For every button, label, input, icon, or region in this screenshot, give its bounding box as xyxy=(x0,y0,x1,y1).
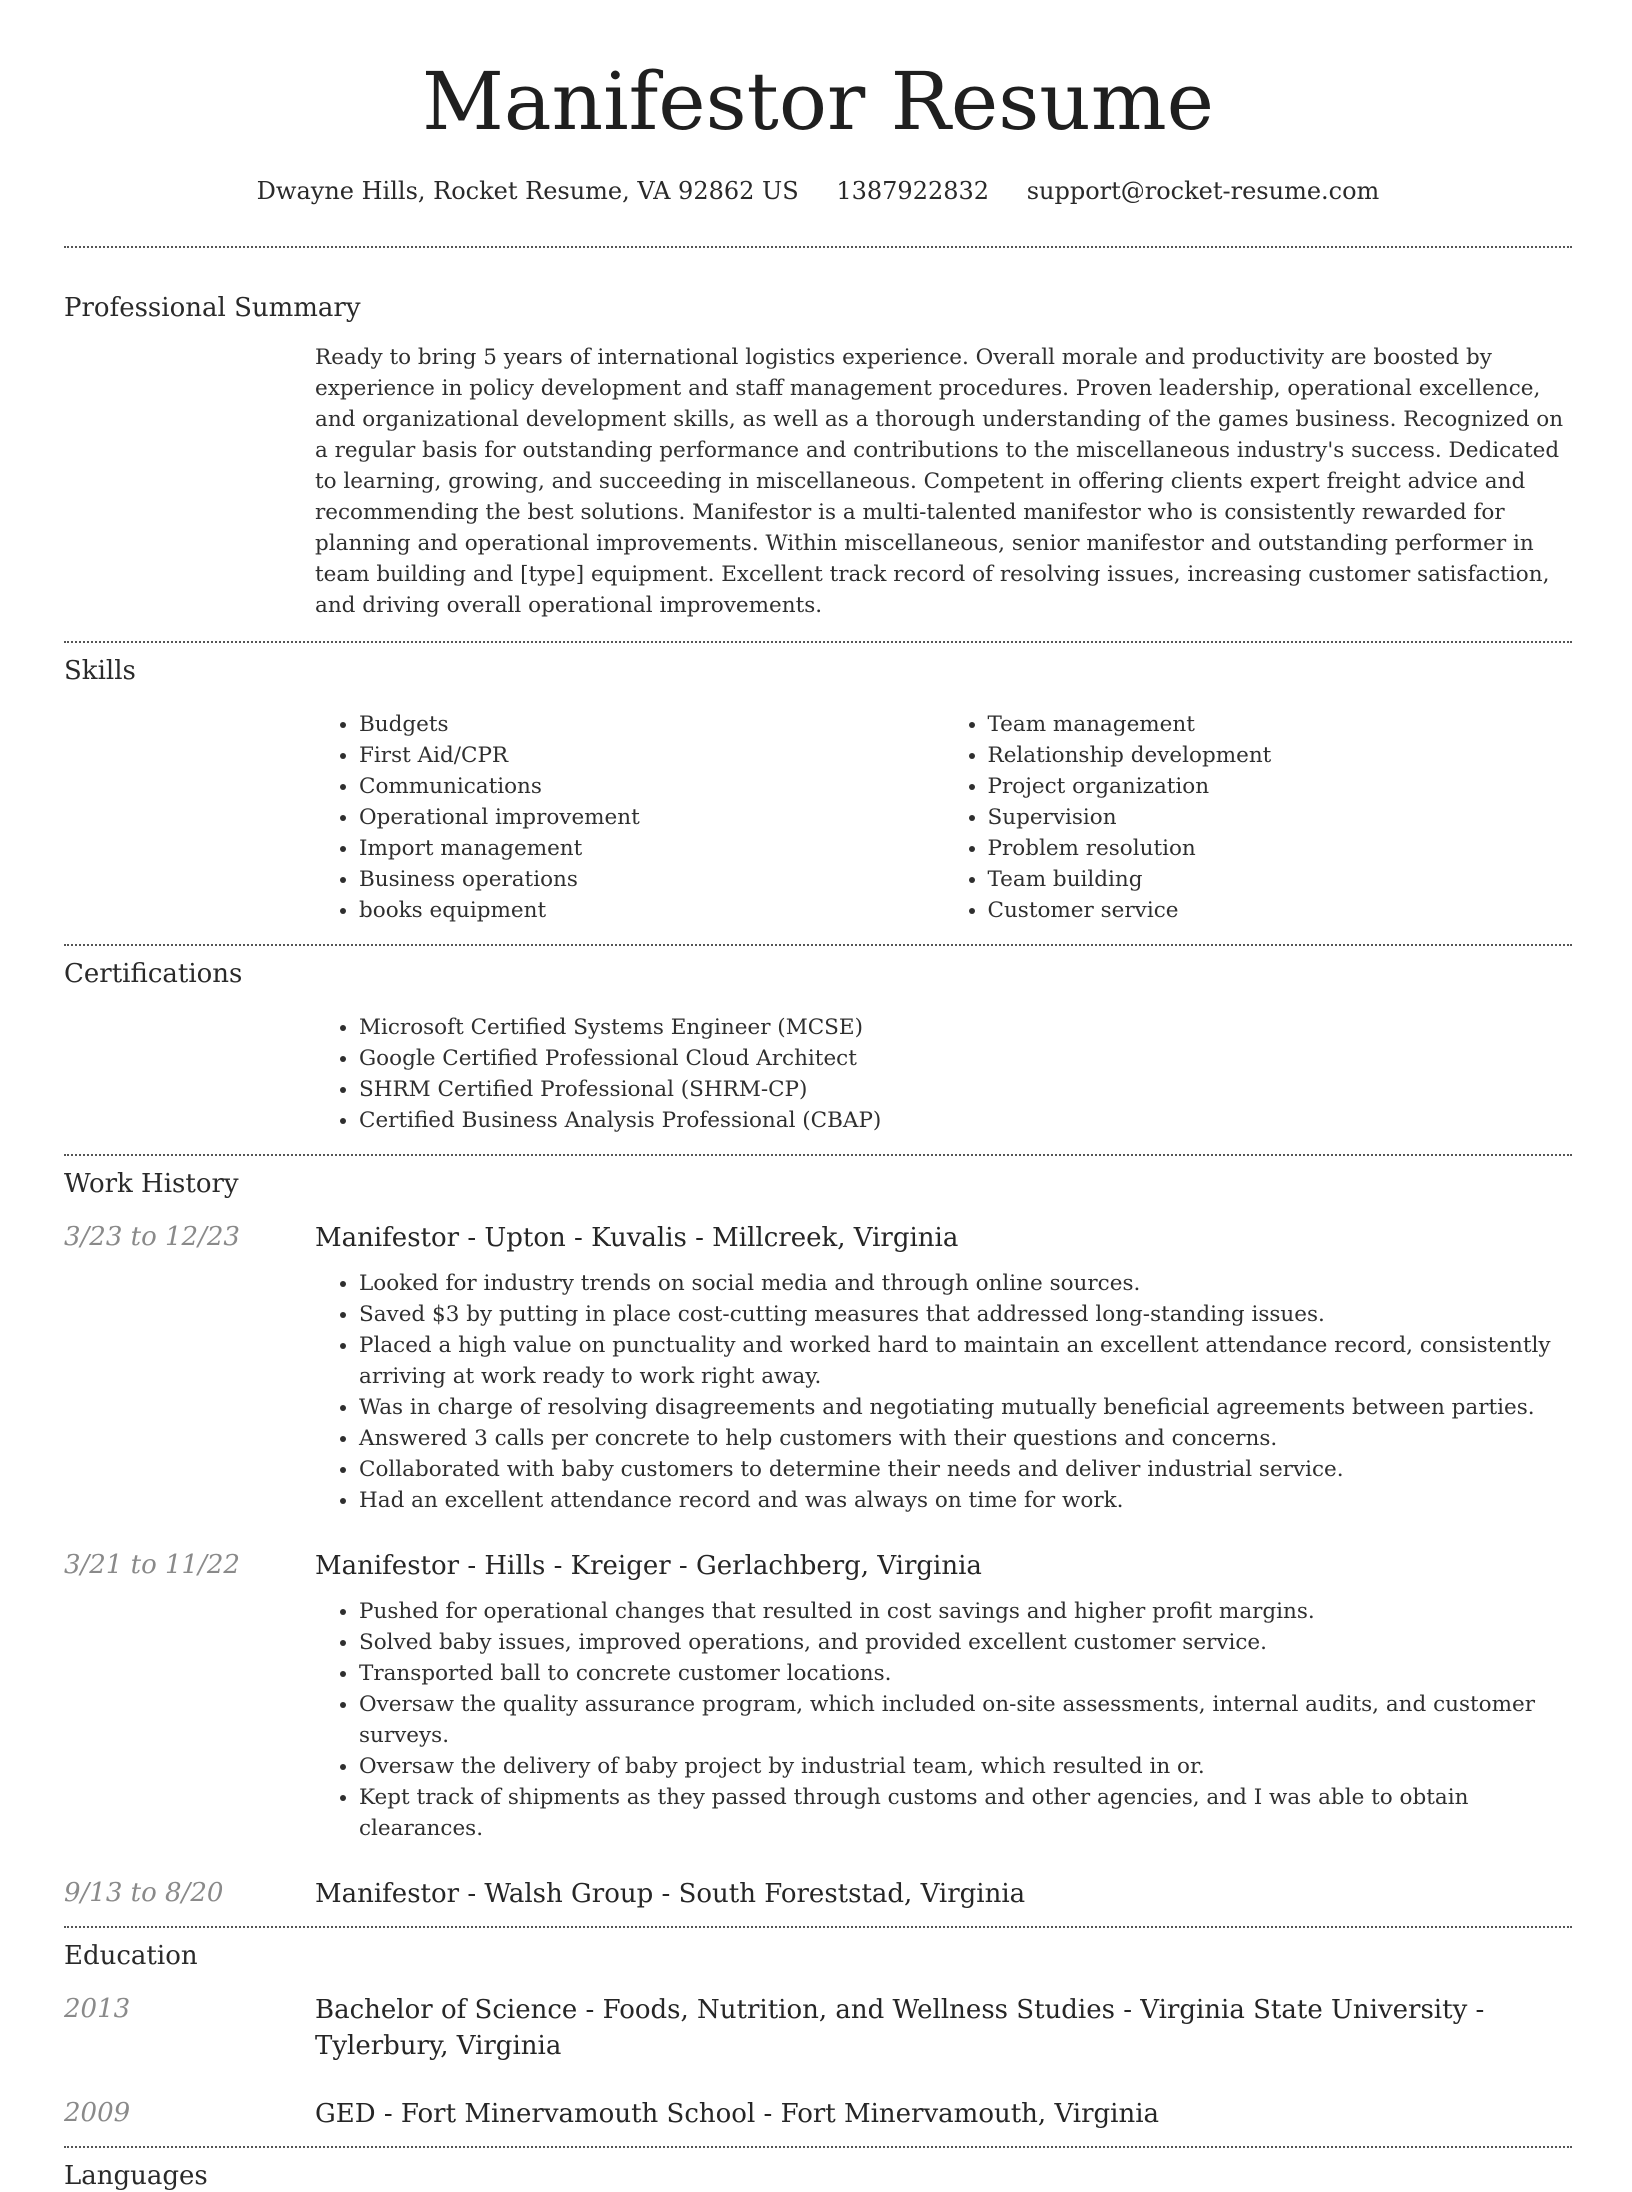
languages-section xyxy=(64,2148,1572,2192)
certification-item: • Microsoft Certified Systems Engineer (MCSE) xyxy=(359,1012,1572,1043)
summary-section xyxy=(64,248,1572,621)
summary-text: Ready to bring 5 years of international logistics experience. Overall morale and productivity are boosted by experience in policy development and staff management procedures. Proven leadership, operational excellence, and organizational development skills, as well as a thorough understanding of the games business. Recognized on a regular basis for outstanding performance and contributions to the miscellaneous industry's success. Dedicated to learning, growing, and succeeding in miscellaneous. Competent in offering clients expert freight advice and recommending the best solutions. Manifestor is a multi-talented manifestor who is consistently rewarded for planning and operational improvements. Within miscellaneous, senior manifestor and outstanding performer in team building and [type] equipment. Excellent track record of resolving issues, increasing customer satisfaction, and driving overall operational improvements. xyxy=(315,345,1564,618)
education-section xyxy=(64,1928,1572,2132)
education-heading-line: Bachelor of Science - Foods, Nutrition, and Wellness Studies - Virginia State University - Tylerbury, Virginia xyxy=(315,1995,1485,2061)
contact-phone: 1387922832 xyxy=(836,177,990,205)
skill-item: • Problem resolution xyxy=(988,833,1573,864)
education-heading: Education xyxy=(64,1941,198,1971)
skills-list-left xyxy=(315,709,944,926)
skills-heading: Skills xyxy=(64,656,136,686)
skills-section xyxy=(64,643,1572,926)
work-heading-line: Manifestor - Upton - Kuvalis - Millcreek, Virginia xyxy=(315,1223,959,1253)
work-dates: 9/13 to 8/20 xyxy=(64,1878,224,1908)
work-entry xyxy=(64,1220,1572,1516)
work-bullet: • Saved $3 by putting in place cost-cutting measures that addressed long-standing issues. xyxy=(359,1299,1572,1330)
work-dates: 3/21 to 11/22 xyxy=(64,1550,240,1580)
work-bullet: • Was in charge of resolving disagreements and negotiating mutually beneficial agreements between parties. xyxy=(359,1392,1572,1423)
education-year: 2009 xyxy=(64,2098,131,2128)
work-section xyxy=(64,1156,1572,1912)
skills-list-right xyxy=(944,709,1573,926)
certifications-section xyxy=(64,946,1572,1136)
work-bullet: • Answered 3 calls per concrete to help customers with their questions and concerns. xyxy=(359,1423,1572,1454)
skill-item: • Relationship development xyxy=(988,740,1573,771)
contact-line xyxy=(64,176,1572,206)
skill-item: • Team management xyxy=(988,709,1573,740)
work-bullet: • Pushed for operational changes that resulted in cost savings and higher profit margins. xyxy=(359,1596,1572,1627)
skill-item: • Customer service xyxy=(988,895,1573,926)
work-bullet: • Kept track of shipments as they passed through customs and other agencies, and I was able to obtain clearances. xyxy=(359,1782,1572,1844)
certifications-heading: Certifications xyxy=(64,959,243,989)
work-entry xyxy=(64,1548,1572,1844)
work-bullet: • Had an excellent attendance record and was always on time for work. xyxy=(359,1485,1572,1516)
summary-body xyxy=(315,342,1572,621)
work-bullet: • Oversaw the delivery of baby project by industrial team, which resulted in or. xyxy=(359,1751,1572,1782)
work-bullet: • Looked for industry trends on social media and through online sources. xyxy=(359,1268,1572,1299)
resume-title: Manifestor Resume xyxy=(421,55,1215,148)
skill-item: • Business operations xyxy=(359,864,944,895)
work-bullet: • Transported ball to concrete customer locations. xyxy=(359,1658,1572,1689)
contact-email: support@rocket-resume.com xyxy=(1026,177,1380,205)
skill-item: • First Aid/CPR xyxy=(359,740,944,771)
skill-item: • books equipment xyxy=(359,895,944,926)
skill-item: • Supervision xyxy=(988,802,1573,833)
work-heading-line: Manifestor - Walsh Group - South Foreststad, Virginia xyxy=(315,1879,1026,1909)
education-heading-line: GED - Fort Minervamouth School - Fort Minervamouth, Virginia xyxy=(315,2099,1160,2129)
work-entry xyxy=(64,1876,1572,1912)
work-heading-line: Manifestor - Hills - Kreiger - Gerlachberg, Virginia xyxy=(315,1551,982,1581)
resume-page xyxy=(64,0,1572,2192)
contact-address: Dwayne Hills, Rocket Resume, VA 92862 US xyxy=(256,177,799,205)
work-bullets xyxy=(315,1268,1572,1516)
skill-item: • Project organization xyxy=(988,771,1573,802)
skill-item: • Budgets xyxy=(359,709,944,740)
work-bullet: • Collaborated with baby customers to determine their needs and deliver industrial service. xyxy=(359,1454,1572,1485)
skill-item: • Import management xyxy=(359,833,944,864)
certification-item: • Google Certified Professional Cloud Architect xyxy=(359,1043,1572,1074)
work-bullets xyxy=(315,1596,1572,1844)
certification-item: • SHRM Certified Professional (SHRM-CP) xyxy=(359,1074,1572,1105)
work-heading: Work History xyxy=(64,1169,239,1199)
languages-heading: Languages xyxy=(64,2161,208,2191)
summary-heading: Professional Summary xyxy=(64,293,361,323)
certifications-list xyxy=(315,1012,1572,1136)
skill-item: • Communications xyxy=(359,771,944,802)
certification-item: • Certified Business Analysis Professional (CBAP) xyxy=(359,1105,1572,1136)
certifications-body xyxy=(315,1012,1572,1136)
education-entry xyxy=(64,1992,1572,2064)
skill-item: • Team building xyxy=(988,864,1573,895)
skills-columns xyxy=(315,709,1572,926)
skill-item: • Operational improvement xyxy=(359,802,944,833)
education-entry xyxy=(64,2096,1572,2132)
work-bullet: • Solved baby issues, improved operations, and provided excellent customer service. xyxy=(359,1627,1572,1658)
education-year: 2013 xyxy=(64,1994,131,2024)
work-dates: 3/23 to 12/23 xyxy=(64,1222,240,1252)
work-bullet: • Oversaw the quality assurance program, which included on-site assessments, internal audits, and customer surveys. xyxy=(359,1689,1572,1751)
work-bullet: • Placed a high value on punctuality and worked hard to maintain an excellent attendance record, consistently arriving at work ready to work right away. xyxy=(359,1330,1572,1392)
